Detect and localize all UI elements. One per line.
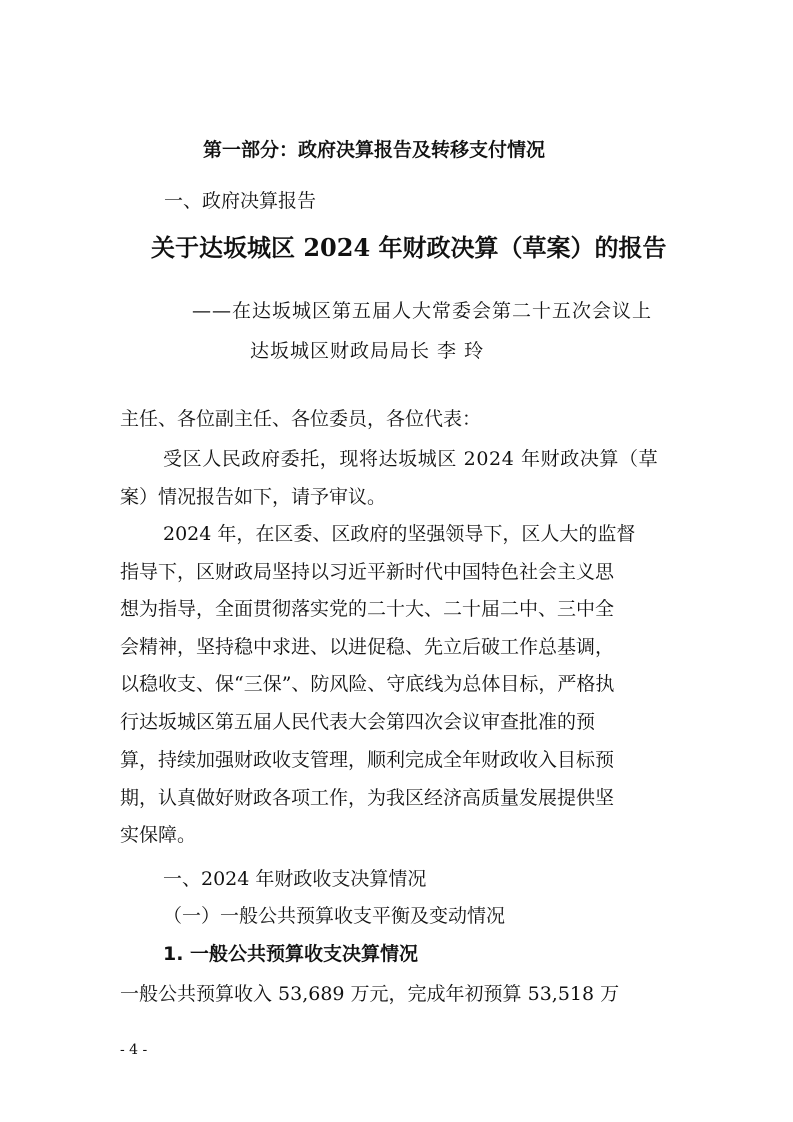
salutation: 主任、各位副主任、各位委员，各位代表： xyxy=(120,408,482,430)
paragraph2-line: 算，持续加强财政收支管理，顺利完成全年财政收入目标预 xyxy=(120,749,615,771)
paragraph2-line: 实保障。 xyxy=(120,824,197,846)
heading-level1: 一、2024 年财政收支决算情况 xyxy=(163,868,427,890)
paragraph2-line: 会精神，坚持稳中求进、以进促稳、先立后破工作总基调， xyxy=(120,636,615,658)
heading-level3: 1. 一般公共预算收支决算情况 xyxy=(163,943,419,965)
part-heading: 第一部分：政府决算报告及转移支付情况 xyxy=(203,139,546,161)
report-subtitle: ——在达坂城区第五届人大常委会第二十五次会议上 xyxy=(192,300,653,322)
paragraph2-line: 指导下，区财政局坚持以习近平新时代中国特色社会主义思 xyxy=(120,561,615,583)
paragraph1-line: 案）情况报告如下，请予审议。 xyxy=(120,486,387,508)
paragraph3-line: 一般公共预算收入 53,689 万元，完成年初预算 53,518 万 xyxy=(120,983,620,1005)
heading-level2: （一）一般公共预算收支平衡及变动情况 xyxy=(163,905,506,927)
section-heading: 一、政府决算报告 xyxy=(164,190,317,212)
report-author: 达坂城区财政局局长 李 玲 xyxy=(250,340,485,362)
paragraph2-line: 以稳收支、保“三保”、防风险、守底线为总体目标，严格执 xyxy=(120,673,615,695)
page-number: - 4 - xyxy=(120,1042,148,1058)
report-title: 关于达坂城区 2024 年财政决算（草案）的报告 xyxy=(151,233,667,262)
paragraph2-line: 期，认真做好财政各项工作，为我区经济高质量发展提供坚 xyxy=(120,787,615,809)
paragraph2-line: 行达坂城区第五届人民代表大会第四次会议审查批准的预 xyxy=(120,711,596,733)
paragraph1-line: 受区人民政府委托，现将达坂城区 2024 年财政决算（草 xyxy=(163,448,659,470)
paragraph2-line: 想为指导，全面贯彻落实党的二十大、二十届二中、三中全 xyxy=(120,598,615,620)
paragraph2-line: 2024 年，在区委、区政府的坚强领导下，区人大的监督 xyxy=(163,523,636,545)
